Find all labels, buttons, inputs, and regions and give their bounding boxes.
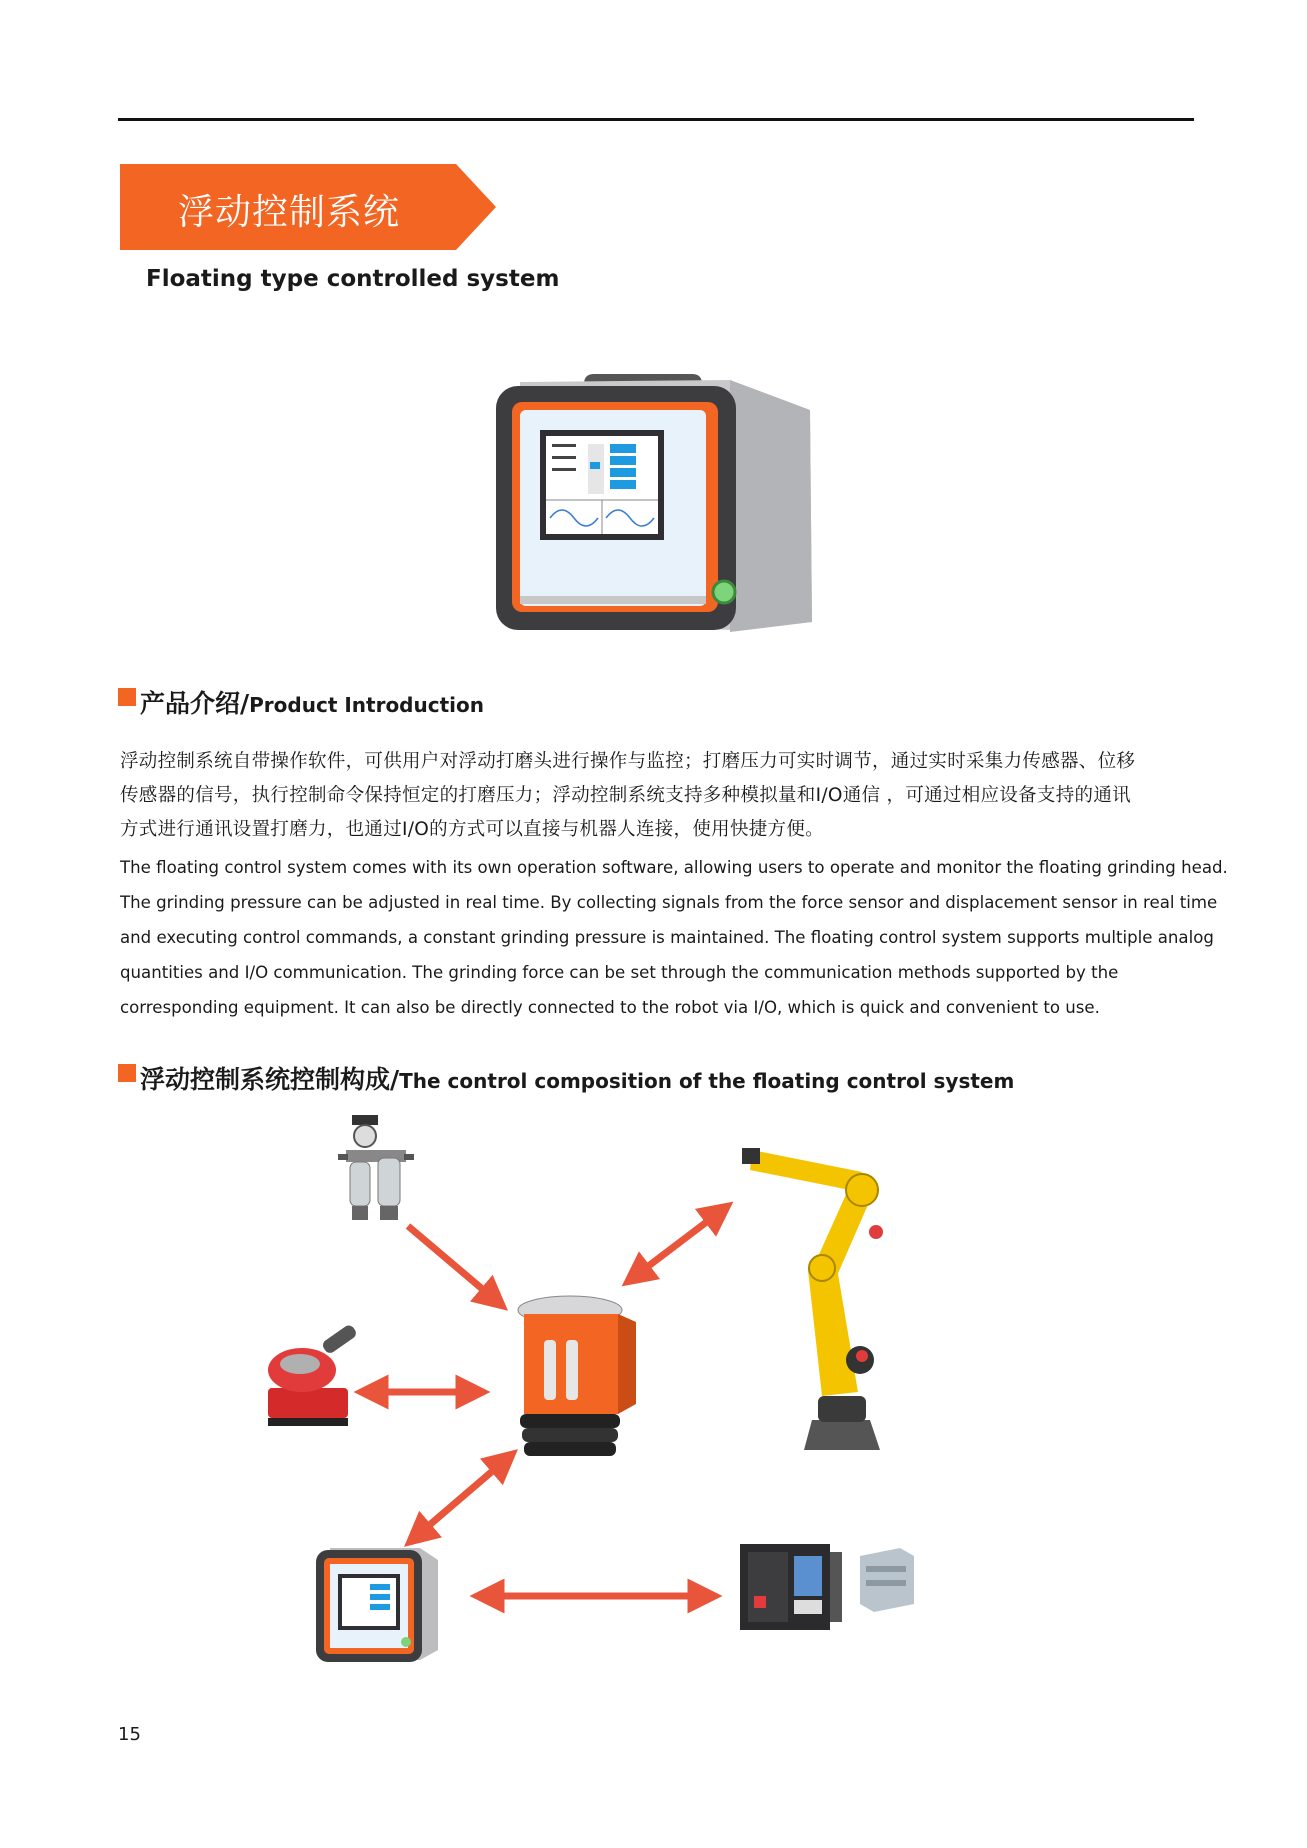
plc-controller-image [740,1544,842,1630]
intro-zh-line: 传感器的信号，执行控制命令保持恒定的打磨压力；浮动控制系统支持多种模拟量和I/O通信 ，可通过相应设备支持的通讯 [120,785,1131,806]
intro-en-line: The grinding pressure can be adjusted in real time. By collecting signals from the force sensor and displacement sensor in real time [120,893,1218,912]
section-title-en: Product Introduction [249,693,484,717]
io-module-image [860,1548,914,1612]
arrow-robot-head [630,1208,725,1280]
floating-grinding-head-image [518,1296,636,1456]
intro-en-line: and executing control commands, a constant grinding pressure is maintained. The floating control system supports multiple analog [120,928,1214,947]
page-title: 浮动控制系统 [178,192,401,233]
section-title-zh: 浮动控制系统控制构成/ [140,1065,400,1094]
air-filter-regulator-image [338,1115,414,1220]
arrow-filter-to-head [408,1226,500,1304]
intro-zh-line: 浮动控制系统自带操作软件，可供用户对浮动打磨头进行操作与监控；打磨压力可实时调节，通过实时采集力传感器、位移 [120,751,1136,772]
orbital-sander-image [268,1323,358,1426]
section-title-en: The control composition of the floating control system [399,1069,1015,1093]
intro-en-line: The floating control system comes with its own operation software, allowing users to operate and monitor the floating grinding head. [120,858,1228,877]
controller-thumbnail-image [316,1548,438,1662]
page-subtitle: Floating type controlled system [146,266,560,292]
intro-zh-line: 方式进行通讯设置打磨力，也通过I/O的方式可以直接与机器人连接，使用快捷方便。 [120,819,824,840]
industrial-robot-image [742,1148,883,1450]
section-title-zh: 产品介绍/ [140,689,250,718]
intro-en-line: quantities and I/O communication. The grinding force can be set through the communication methods supported by the [120,963,1119,982]
intro-en-line: corresponding equipment. It can also be directly connected to the robot via I/O, which is quick and convenient to use. [120,998,1100,1017]
arrow-head-controller [412,1456,510,1540]
page-number: 15 [118,1724,141,1745]
